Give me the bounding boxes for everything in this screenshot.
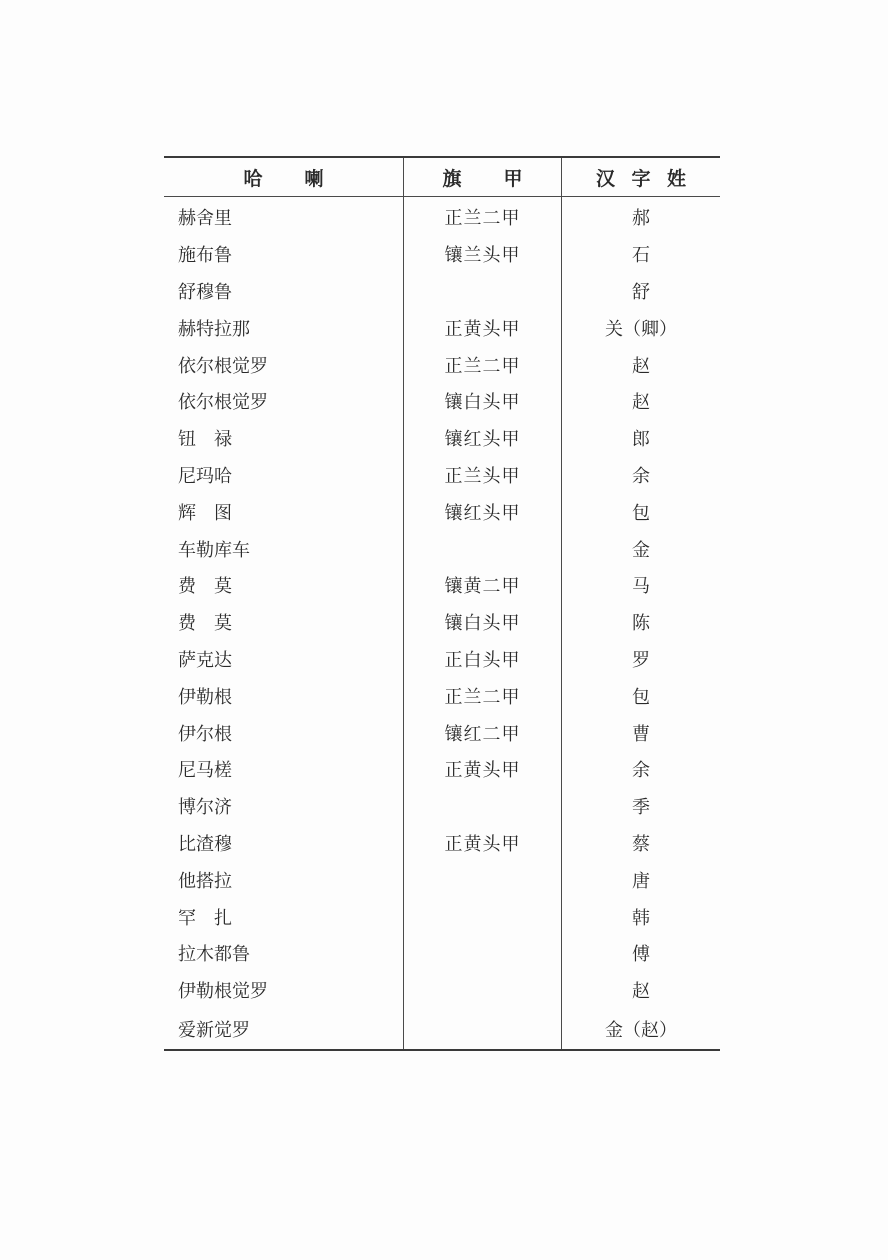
cell-hala: 舒穆鲁 xyxy=(164,273,404,310)
table-row xyxy=(164,383,720,420)
cell-banner-company xyxy=(404,273,562,310)
cell-hala: 博尔济 xyxy=(164,788,404,825)
table-row xyxy=(164,346,720,383)
cell-han-surname: 罗 xyxy=(632,649,650,671)
cell-banner-company: 镶兰头甲 xyxy=(404,236,562,273)
header-han-char-3: 姓 xyxy=(666,167,686,190)
cell-banner-company: 正黄头甲 xyxy=(404,751,562,788)
cell-banner-company: 正黄头甲 xyxy=(404,825,562,862)
cell-banner-company: 正黄头甲 xyxy=(404,309,562,346)
table-row xyxy=(164,530,720,567)
header-hala-char-2: 喇 xyxy=(304,167,324,190)
cell-hala: 萨克达 xyxy=(164,641,404,678)
cell-banner-company: 镶红头甲 xyxy=(404,493,562,530)
table-row xyxy=(164,935,720,972)
cell-hala: 伊尔根 xyxy=(164,714,404,751)
table-row xyxy=(164,420,720,457)
table-row xyxy=(164,972,720,1009)
cell-hala: 赫特拉那 xyxy=(164,309,404,346)
table-row xyxy=(164,641,720,678)
cell-hala: 费 莫 xyxy=(164,604,404,641)
cell-hala: 依尔根觉罗 xyxy=(164,383,404,420)
header-banner-char-1: 旗 xyxy=(442,167,462,190)
clan-surname-table xyxy=(164,156,720,1051)
cell-banner-company xyxy=(404,861,562,898)
cell-hala: 尼玛哈 xyxy=(164,457,404,494)
cell-han-surname: 赵 xyxy=(632,981,650,1003)
cell-han-surname: 包 xyxy=(632,686,650,708)
cell-hala: 爱新觉罗 xyxy=(164,1009,404,1050)
cell-banner-company: 镶红头甲 xyxy=(404,420,562,457)
table-row xyxy=(164,604,720,641)
cell-banner-company: 正兰二甲 xyxy=(404,346,562,383)
header-han-char-2: 字 xyxy=(631,167,651,190)
cell-han-surname: 包 xyxy=(632,502,650,524)
cell-banner-company xyxy=(404,898,562,935)
cell-han-surname: 余 xyxy=(632,465,650,487)
cell-hala: 伊勒根觉罗 xyxy=(164,972,404,1009)
cell-han-surname: 舒 xyxy=(632,281,650,303)
cell-han-surname: 余 xyxy=(632,760,650,782)
cell-banner-company: 镶红二甲 xyxy=(404,714,562,751)
table-body xyxy=(164,197,720,1050)
table-row xyxy=(164,273,720,310)
cell-hala: 尼马槎 xyxy=(164,751,404,788)
table-row xyxy=(164,236,720,273)
cell-hala: 罕 扎 xyxy=(164,898,404,935)
cell-hala: 钮 禄 xyxy=(164,420,404,457)
cell-banner-company: 正白头甲 xyxy=(404,641,562,678)
cell-han-surname: 郎 xyxy=(632,429,650,451)
table-row xyxy=(164,493,720,530)
cell-banner-company xyxy=(404,530,562,567)
cell-hala: 费 莫 xyxy=(164,567,404,604)
table-row xyxy=(164,714,720,751)
cell-han-surname: 金 xyxy=(632,539,650,561)
cell-banner-company: 镶白头甲 xyxy=(404,604,562,641)
header-hala-char-1: 哈 xyxy=(243,167,263,190)
cell-han-surname: 马 xyxy=(632,576,650,598)
table-row xyxy=(164,197,720,236)
cell-han-surname: 蔡 xyxy=(632,833,650,855)
cell-han-surname: 季 xyxy=(632,797,650,819)
cell-han-surname: 石 xyxy=(632,245,650,267)
cell-hala: 辉 图 xyxy=(164,493,404,530)
table-row xyxy=(164,898,720,935)
cell-han-surname: 陈 xyxy=(632,613,650,635)
table-row xyxy=(164,751,720,788)
cell-banner-company: 正兰二甲 xyxy=(404,197,562,236)
cell-hala: 比渣穆 xyxy=(164,825,404,862)
header-banner-char-2: 甲 xyxy=(503,167,523,190)
table-row xyxy=(164,309,720,346)
cell-han-surname: 郝 xyxy=(632,208,650,230)
table-row xyxy=(164,825,720,862)
cell-han-surname: 赵 xyxy=(632,392,650,414)
cell-hala: 赫舍里 xyxy=(164,197,404,236)
cell-han-surname: 唐 xyxy=(632,870,650,892)
table-row xyxy=(164,788,720,825)
cell-banner-company: 正兰二甲 xyxy=(404,677,562,714)
cell-banner-company: 镶黄二甲 xyxy=(404,567,562,604)
header-hala xyxy=(164,157,404,197)
table-row xyxy=(164,861,720,898)
table-row xyxy=(164,457,720,494)
cell-banner-company xyxy=(404,972,562,1009)
header-han-char-1: 汉 xyxy=(596,167,616,190)
cell-banner-company: 正兰头甲 xyxy=(404,457,562,494)
cell-banner-company: 镶白头甲 xyxy=(404,383,562,420)
cell-hala: 伊勒根 xyxy=(164,677,404,714)
cell-han-surname: 韩 xyxy=(632,907,650,929)
cell-banner-company xyxy=(404,935,562,972)
table-row xyxy=(164,1009,720,1050)
cell-han-surname: 赵 xyxy=(632,355,650,377)
cell-hala: 依尔根觉罗 xyxy=(164,346,404,383)
table-row xyxy=(164,677,720,714)
cell-han-surname: 曹 xyxy=(632,723,650,745)
cell-han-surname: 金（赵） xyxy=(605,1019,677,1041)
table-row xyxy=(164,567,720,604)
cell-han-surname: 傅 xyxy=(632,944,650,966)
cell-hala: 施布鲁 xyxy=(164,236,404,273)
cell-hala: 拉木都鲁 xyxy=(164,935,404,972)
cell-banner-company xyxy=(404,788,562,825)
header-banner-company xyxy=(404,157,562,197)
cell-banner-company xyxy=(404,1009,562,1050)
cell-hala: 车勒库车 xyxy=(164,530,404,567)
cell-hala: 他搭拉 xyxy=(164,861,404,898)
clan-surname-table-container xyxy=(164,156,718,1051)
header-han-surname xyxy=(562,157,721,197)
cell-han-surname: 关（卿） xyxy=(605,318,677,340)
table-header xyxy=(164,157,720,197)
header-row xyxy=(164,157,720,197)
